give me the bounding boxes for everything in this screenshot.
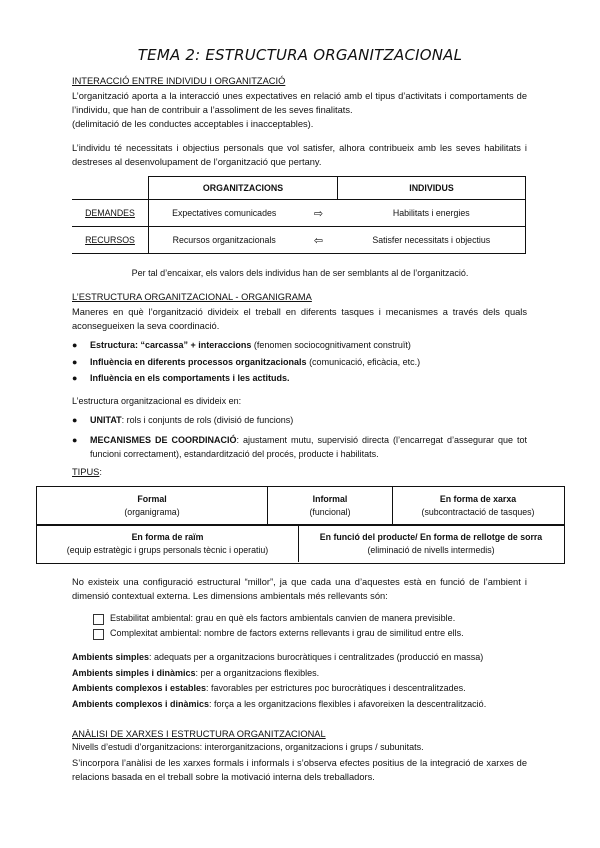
bullet-text: : ajustament mutu, supervisió directa (l’encarregat d’assegurar que tot funcioni correctament), estandardització del procés, producte i habilitats. [90, 435, 527, 459]
table-row [72, 200, 526, 227]
bullet-icon: ● [72, 435, 78, 445]
page-title: TEMA 2: ESTRUCTURA ORGANITZACIONAL [137, 46, 463, 64]
tipus-producte [299, 531, 563, 557]
tipus-name: En forma de xarxa [439, 494, 517, 504]
ambient-text: : favorables per estrictures poc burocràtiques i descentralitzades. [206, 683, 466, 693]
tipus-heading-colon: : [99, 467, 102, 477]
arrow-right-icon: ⇨ [299, 200, 337, 227]
note-encaixar: Per tal d’encaixar, els valors dels individus han de ser semblants al de l’organització. [131, 268, 469, 278]
ambient-bold: Ambients simples i dinàmics [72, 668, 196, 678]
ambient-item [72, 683, 466, 693]
bullet-text: (comunicació, eficàcia, etc.) [306, 357, 421, 367]
tipus-heading-text: TIPUS [72, 467, 100, 477]
ambient-item [72, 699, 486, 709]
tipus-raim [37, 531, 298, 557]
cell-org: Recursos organitzacionals [149, 227, 300, 254]
list-item [72, 415, 294, 425]
arrow-left-icon: ⇦ [299, 227, 337, 254]
paragraph-individu: L’individu té necessitats i objectius personals que vol satisfer, alhora contribueix amb les seves habilitats i destreses al desenvolupament de l’organització que pertany. [72, 143, 527, 167]
bullet-icon: ● [72, 357, 78, 367]
ambient-item [72, 668, 319, 678]
tipus-formal [37, 493, 267, 519]
section-heading-xarxes: ANÀLISI DE XARXES I ESTRUCTURA ORGANITZACIONAL [72, 729, 326, 739]
tipus-desc: (eliminació de nivells intermedis) [367, 545, 495, 555]
section-heading-interaccio: INTERACCIÓ ENTRE INDIVIDU I ORGANITZACIÓ [72, 76, 286, 86]
tipus-informal [268, 493, 392, 519]
paragraph-maneres: Maneres en què l’organització divideix el treball en diferents tasques i mecanismes a través dels quals aconsegueixen la seva coordinació. [72, 307, 527, 331]
checkbox-icon [93, 614, 104, 625]
list-item [72, 373, 290, 383]
bullet-icon: ● [72, 373, 78, 383]
paragraph-expectatives: L’organització aporta a la interacció unes expectatives en relació amb el tipus d’activitats i comportaments de l’individu, que han de contribuir a l’assoliment de les seves finalitats. [72, 91, 527, 115]
tipus-name: Formal [137, 494, 167, 504]
paragraph-configuracio: No existeix una configuració estructural “millor”, ja que cada una d’aquestes està en funció de l’ambient i dimensió contextual externa. Les dimensions ambientals més rellevants són: [72, 577, 527, 601]
list-item [72, 340, 411, 350]
bullet-bold: UNITAT [90, 415, 122, 425]
bullet-text: (fenomen sociocognitivament construït) [251, 340, 411, 350]
tipus-name: En forma de raïm [131, 532, 204, 542]
tipus-desc: (organigrama) [124, 507, 180, 517]
table-header-individus: INDIVIDUS [338, 177, 526, 200]
bullet-bold: Influència en els comportaments i les actituds. [90, 373, 290, 383]
bullet-icon: ● [72, 415, 78, 425]
tipus-name: En funció del producte/ En forma de rellotge de sorra [319, 532, 543, 542]
bullet-icon: ● [72, 340, 78, 350]
cell-ind: Satisfer necessitats i objectius [338, 227, 526, 254]
section-heading-estructura: L’ESTRUCTURA ORGANITZACIONAL - ORGANIGRAMA [72, 292, 312, 302]
ambient-text: : adequats per a organitzacions burocràtiques i centralitzades (producció en massa) [149, 652, 484, 662]
table-row [72, 227, 526, 254]
ambient-bold: Ambients simples [72, 652, 150, 662]
tipus-heading [72, 467, 102, 477]
tipus-desc: (subcontractació de tasques) [421, 507, 535, 517]
paragraph-xarxes: S’incorpora l’anàlisi de les xarxes formals i informals i s’observa efectes positius de la integració de xarxes de relacions basada en el treball sobre la motivació interna dels treballadors. [72, 758, 527, 782]
bullet-bold: Estructura: “carcassa” + interaccions [90, 340, 252, 350]
tipus-name: Informal [312, 494, 348, 504]
tipus-desc: (funcional) [309, 507, 351, 517]
ambient-text: : per a organitzacions flexibles. [195, 668, 320, 678]
cell-ind: Habilitats i energies [338, 200, 526, 227]
list-item [72, 357, 421, 367]
bullet-bold: Influència en diferents processos organitzacionals [90, 357, 307, 367]
check-item-complexitat: Complexitat ambiental: nombre de factors externs rellevants i grau de similitud entre ells. [110, 628, 464, 638]
bullet-bold: MECANISMES DE COORDINACIÓ [90, 435, 237, 445]
table-header-organitzacions: ORGANITZACIONS [149, 177, 338, 200]
organitzacions-individus-table [72, 176, 526, 254]
tipus-xarxa [393, 493, 563, 519]
paragraph-nivells: Nivells d’estudi d’organitzacions: interorganitzacions, organitzacions i grups / subunitats. [72, 742, 424, 752]
paragraph-delimitacio: (delimitació de les conductes acceptables i inacceptables). [72, 119, 314, 129]
bullet-text: : rols i conjunts de rols (divisió de funcions) [121, 415, 294, 425]
row-label-text: RECURSOS [85, 235, 135, 245]
list-item [72, 433, 527, 461]
ambient-bold: Ambients complexos i dinàmics [72, 699, 210, 709]
row-label-recursos [72, 227, 149, 254]
tipus-desc: (equip estratègic i grups personals tècnic i operatiu) [66, 545, 269, 555]
checkbox-icon [93, 629, 104, 640]
row-label-demandes [72, 200, 149, 227]
row-label-text: DEMANDES [85, 208, 135, 218]
ambient-bold: Ambients complexos i estables [72, 683, 207, 693]
check-item-estabilitat: Estabilitat ambiental: grau en què els factors ambientals canvien de manera previsible. [110, 613, 456, 623]
ambient-text: : força a les organitzacions flexibles i afavoreixen la descentralització. [209, 699, 487, 709]
table-corner [72, 177, 149, 200]
paragraph-divideix: L’estructura organitzacional es divideix en: [72, 396, 242, 406]
ambient-item [72, 652, 483, 662]
cell-org: Expectatives comunicades [149, 200, 300, 227]
